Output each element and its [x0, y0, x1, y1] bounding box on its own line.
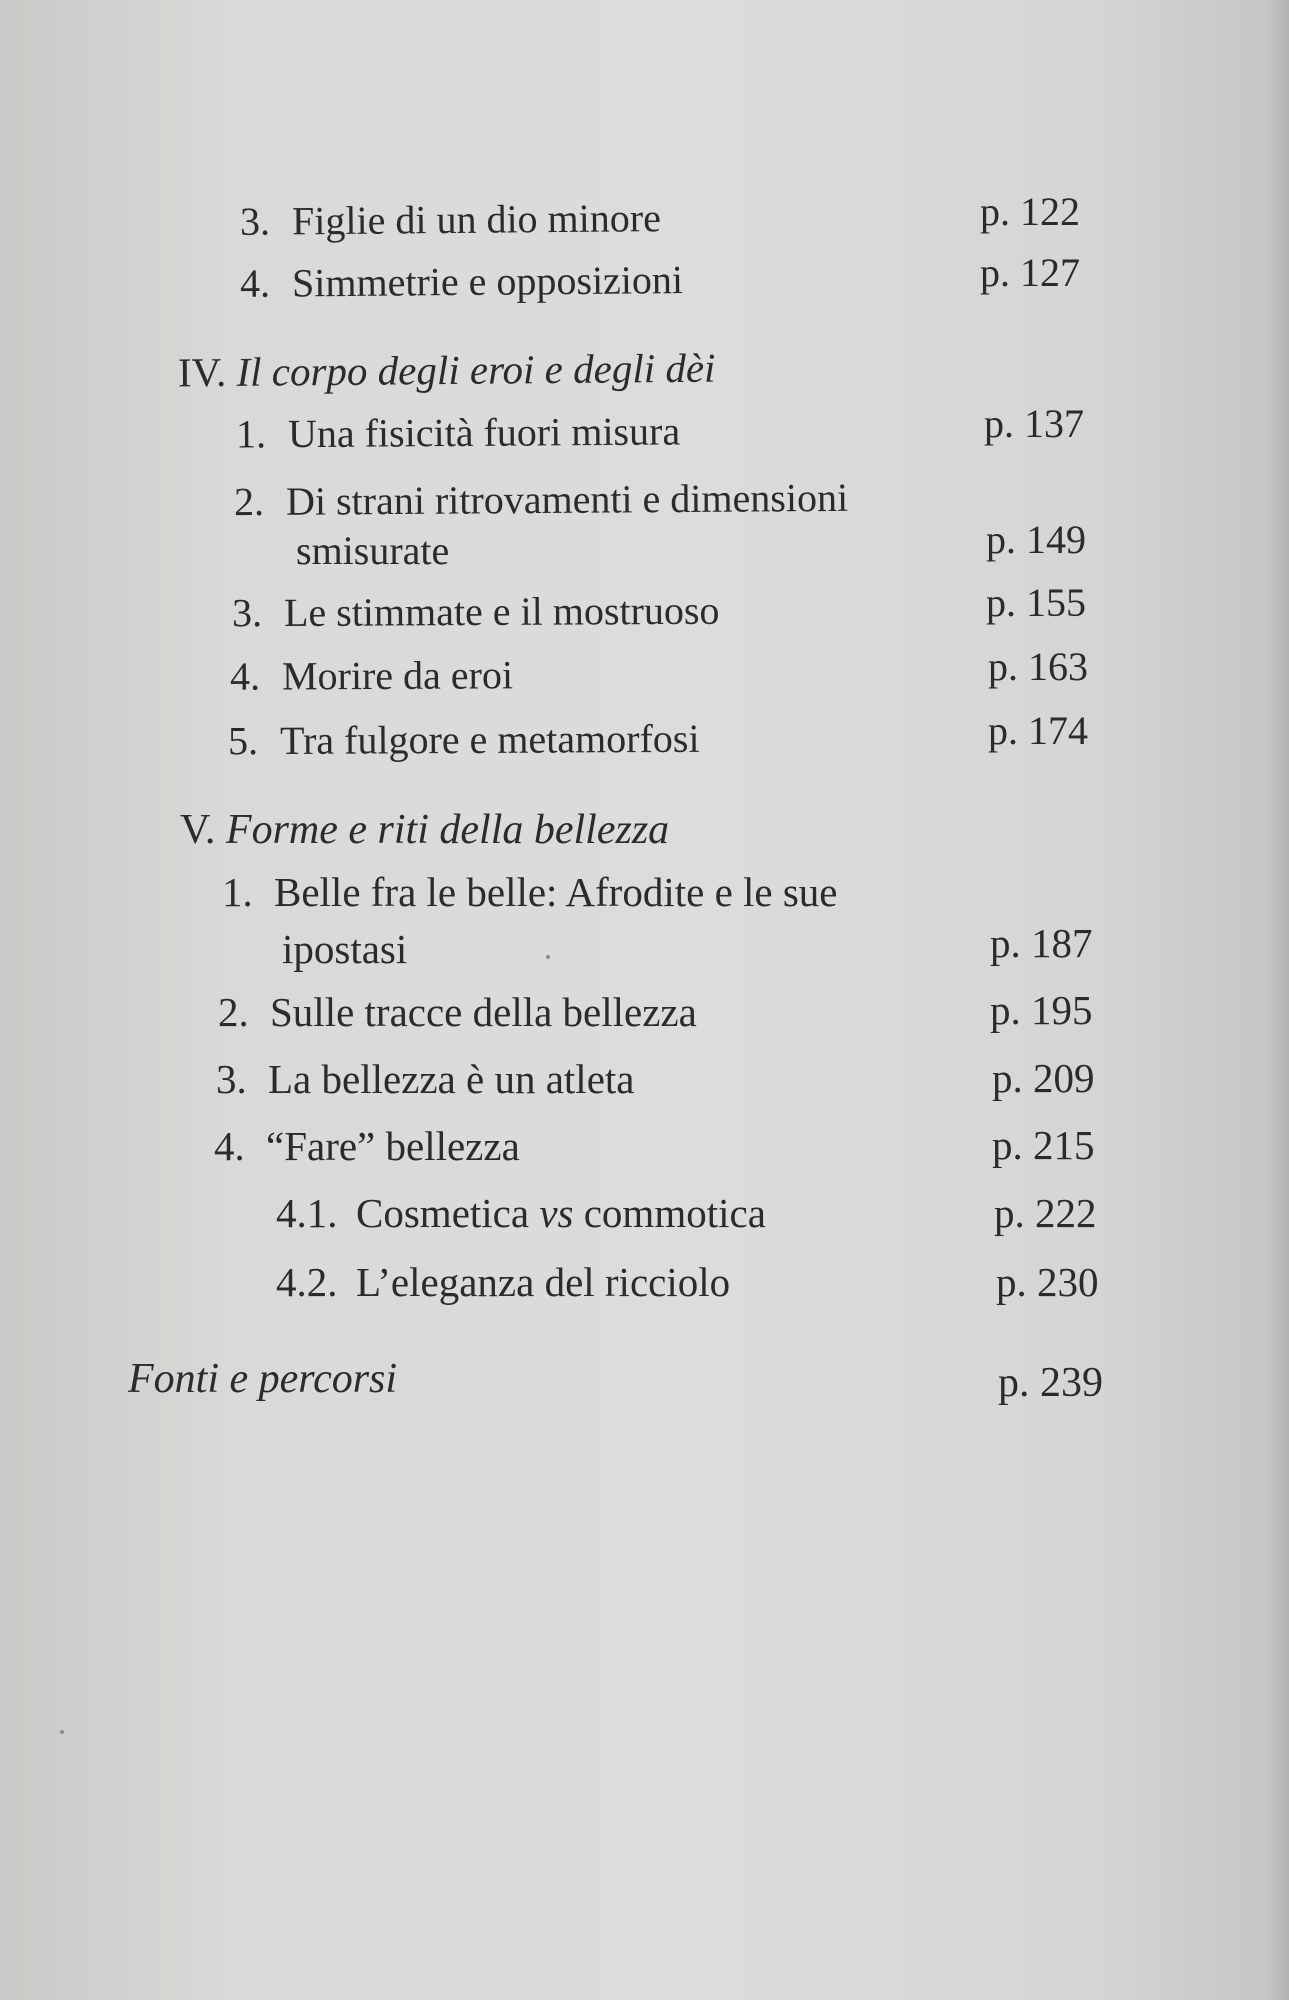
toc-page-3-3: p. 122 [980, 189, 1080, 234]
toc-page-3-4: p. 127 [980, 250, 1080, 295]
toc-entry-3-4: 4. Simmetrie e opposizioni [239, 257, 684, 306]
toc-entry-4-2: 2. Di strani ritrovamenti e dimensioni [233, 474, 849, 525]
toc-entry-5-4-2: 4.2. L’eleganza del ricciolo [276, 1259, 731, 1305]
page-edge-shadow [1267, 0, 1289, 2000]
toc-fonti-heading: Fonti e percorsi [128, 1356, 398, 1402]
toc-page-4-3: p. 155 [986, 580, 1086, 625]
toc-section-v-heading: V. Forme e riti della bellezza [180, 807, 670, 853]
paper-speck [546, 955, 550, 959]
toc-entry-4-1: 1. Una fisicità fuori misura [235, 408, 681, 457]
toc-page-5-4: p. 215 [992, 1122, 1095, 1168]
toc-entry-5-4-1: 4.1. Cosmetica vs commotica [276, 1190, 766, 1236]
toc-entry-5-1-cont: ipostasi [282, 926, 408, 972]
toc-page-4-2: p. 149 [986, 517, 1086, 562]
toc-entry-3-3: 3. Figlie di un dio minore [239, 195, 662, 244]
toc-page-5-4-1: p. 222 [994, 1190, 1097, 1236]
toc-page-4-4: p. 163 [988, 644, 1088, 689]
toc-page-5-1: p. 187 [990, 920, 1093, 966]
toc-entry-5-3: 3. La bellezza è un atleta [216, 1056, 635, 1102]
paper-speck [60, 1730, 64, 1734]
toc-entry-4-3: 3. Le stimmate e il mostruoso [231, 587, 720, 636]
toc-entry-5-4: 4. “Fare” bellezza [214, 1123, 520, 1169]
toc-page-4-5: p. 174 [988, 708, 1088, 753]
toc-page-fonti: p. 239 [998, 1360, 1103, 1406]
toc-page-5-4-2: p. 230 [996, 1259, 1099, 1305]
toc-entry-5-2: 2. Sulle tracce della bellezza [218, 989, 697, 1035]
toc-entry-4-4: 4. Morire da eroi [229, 652, 514, 699]
toc-entry-4-5: 5. Tra fulgore e metamorfosi [227, 715, 700, 764]
toc-entry-5-1: 1. Belle fra le belle: Afrodite e le sue [222, 869, 838, 915]
toc-entry-4-2-cont: smisurate [296, 528, 450, 573]
toc-section-iv-heading: IV. Il corpo degli eroi e degli dèi [177, 344, 716, 396]
toc-page-5-3: p. 209 [992, 1055, 1095, 1101]
toc-page-5-2: p. 195 [990, 987, 1093, 1033]
toc-page-4-1: p. 137 [984, 401, 1084, 446]
